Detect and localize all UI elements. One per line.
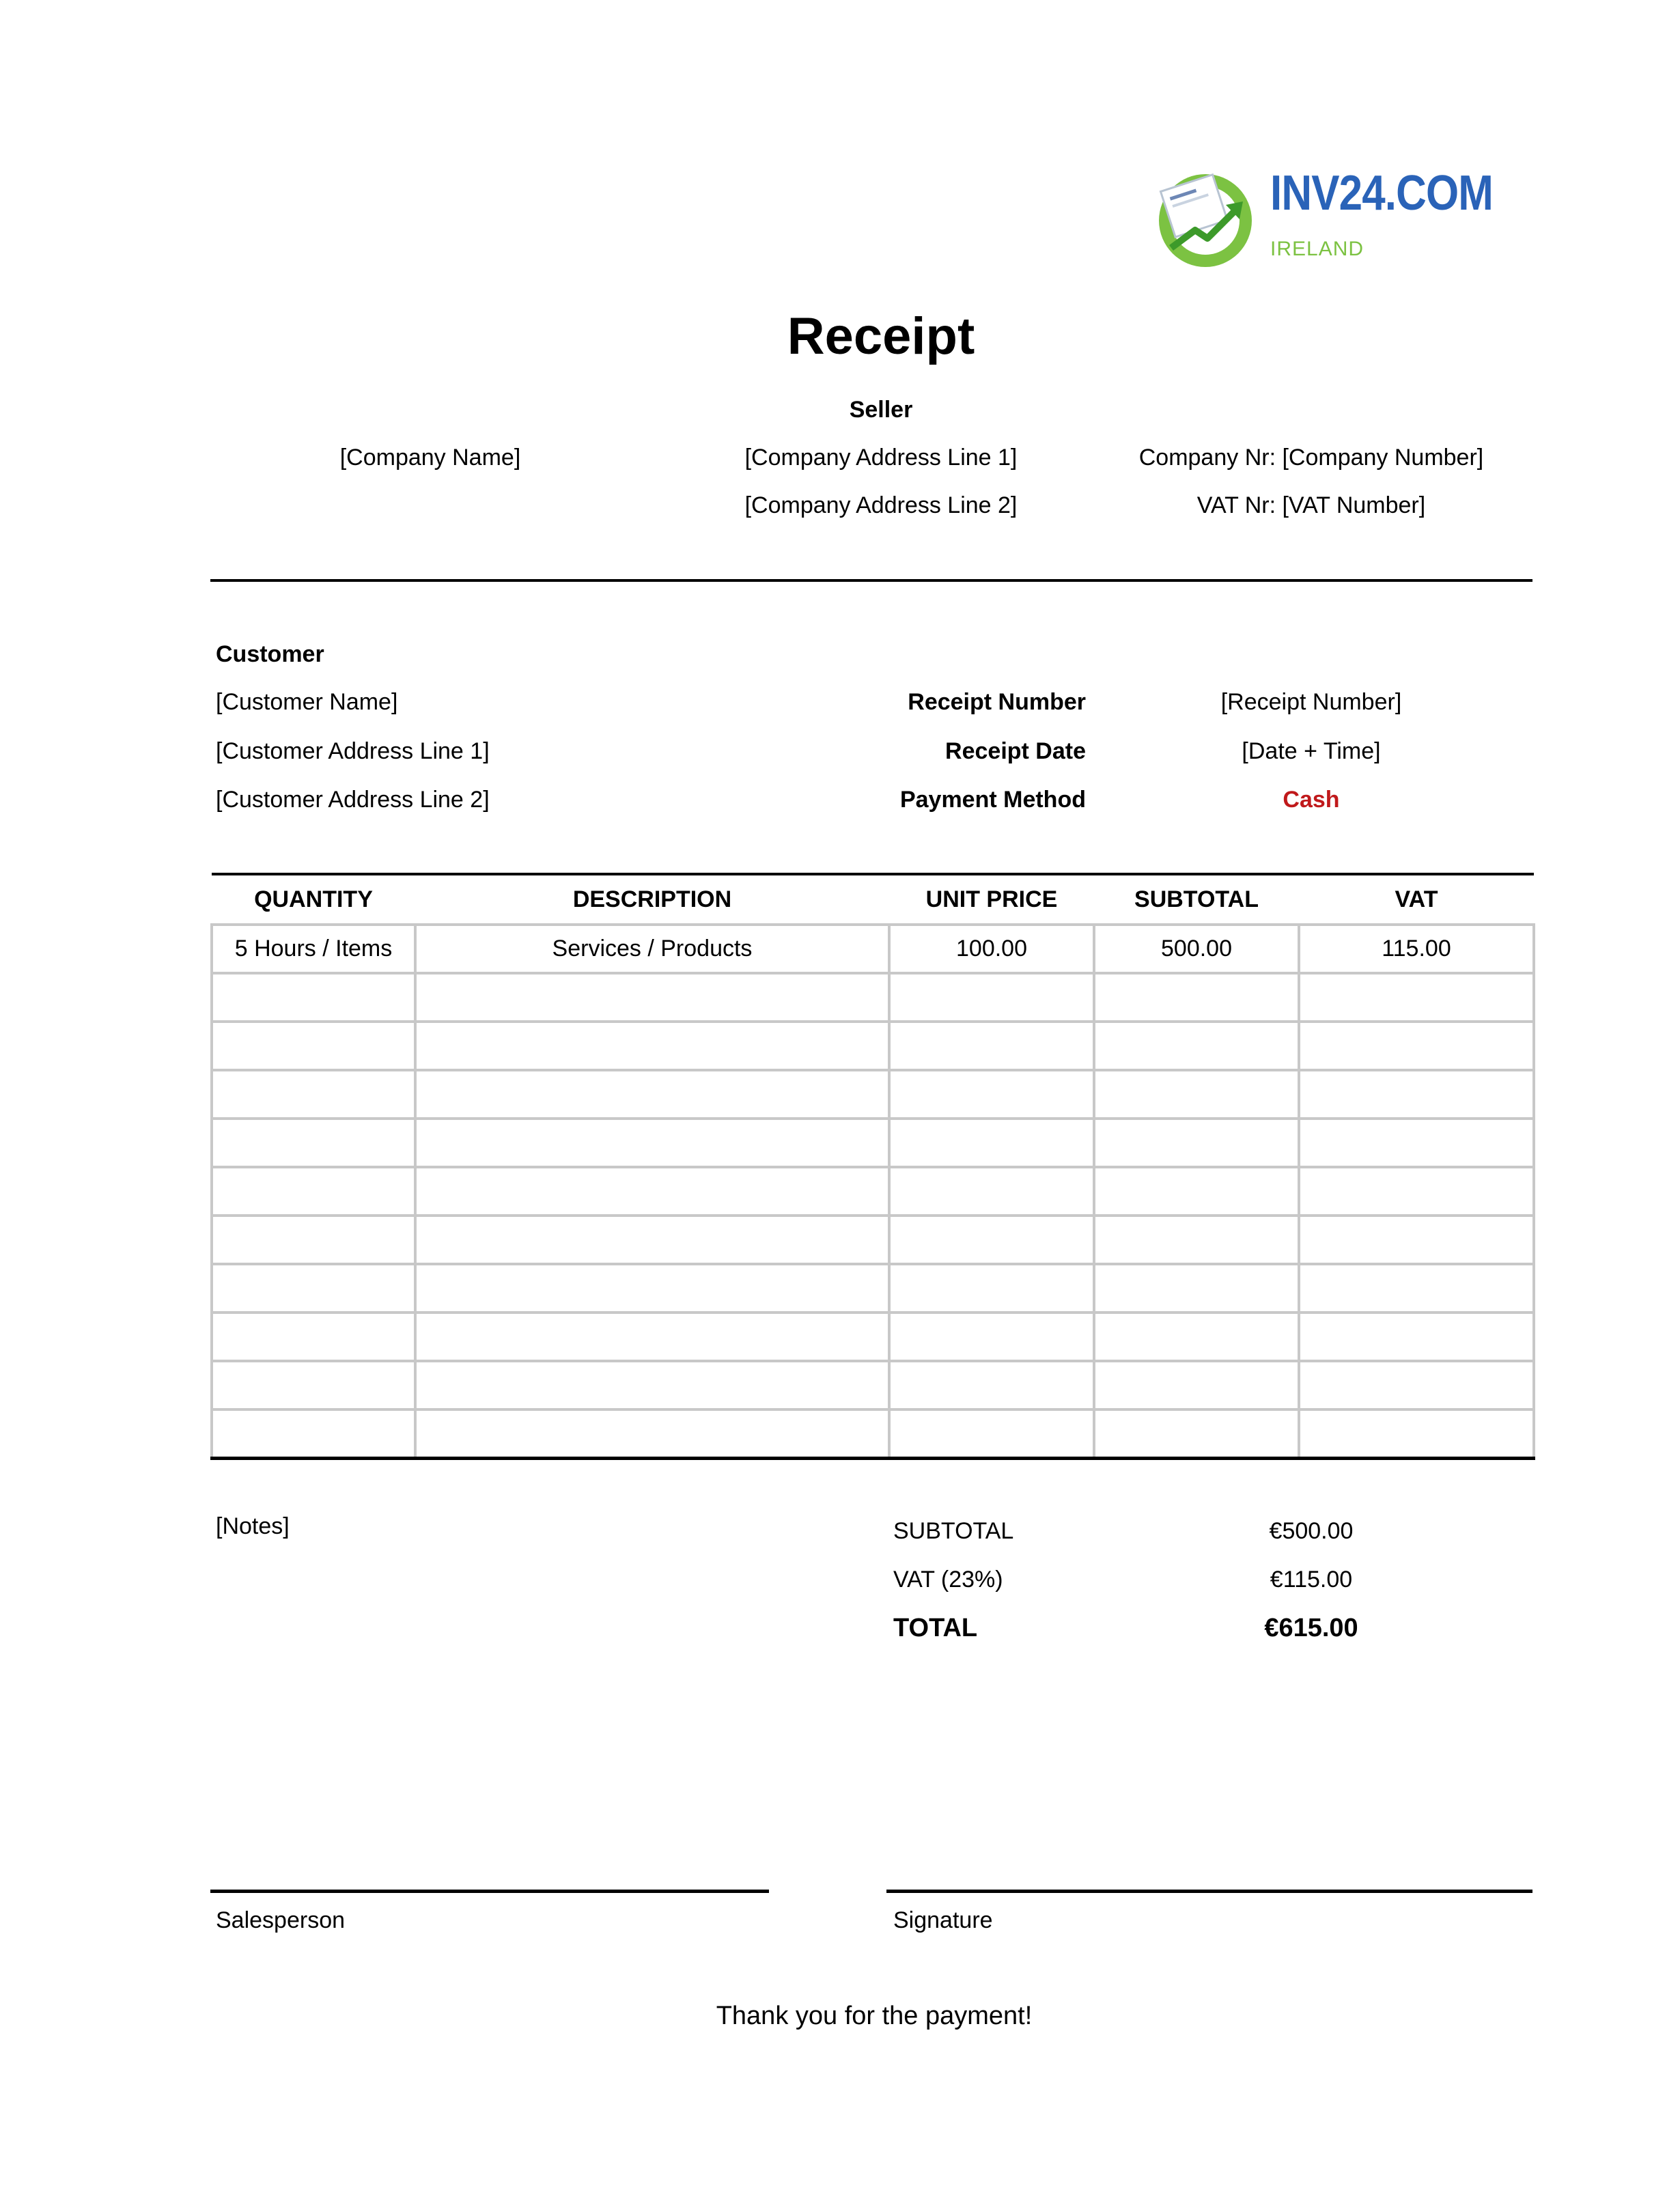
table-row: [212, 1264, 1534, 1313]
cell-description: [415, 1264, 889, 1313]
column-header-subtotal: SUBTOTAL: [1094, 874, 1299, 925]
cell-quantity: [212, 973, 415, 1022]
cell-subtotal: [1094, 1119, 1299, 1167]
cell-subtotal: [1094, 1167, 1299, 1216]
receipt-date-label: Receipt Date: [945, 738, 1086, 764]
cell-description: [415, 1361, 889, 1409]
cell-unit-price: [889, 1216, 1094, 1264]
cell-quantity: [212, 1070, 415, 1119]
customer-heading: Customer: [216, 641, 324, 667]
logo-text: INV24.COM: [1270, 166, 1494, 221]
cell-description: [415, 1167, 889, 1216]
cell-quantity: [212, 1409, 415, 1459]
cell-description: [415, 1216, 889, 1264]
cell-description: [415, 1313, 889, 1361]
vat-value: €115.00: [1270, 1567, 1353, 1592]
cell-vat: [1299, 1070, 1534, 1119]
cell-subtotal: [1094, 1216, 1299, 1264]
salesperson-label: Salesperson: [216, 1907, 346, 1933]
cell-vat: 115.00: [1299, 925, 1534, 973]
table-row: [212, 1070, 1534, 1119]
table-row: [212, 1216, 1534, 1264]
subtotal-value: €500.00: [1269, 1518, 1354, 1544]
page-title: Receipt: [787, 307, 975, 365]
seller-company-number: Company Nr: [Company Number]: [1138, 445, 1484, 471]
customer-address-line1: [Customer Address Line 1]: [216, 738, 490, 764]
seller-vat-number: VAT Nr: [VAT Number]: [1196, 492, 1426, 518]
total-value: €615.00: [1264, 1614, 1358, 1642]
cell-unit-price: [889, 1119, 1094, 1167]
cell-unit-price: 100.00: [889, 925, 1094, 973]
cell-unit-price: [889, 1409, 1094, 1459]
cell-unit-price: [889, 1264, 1094, 1313]
table-row: [212, 925, 1534, 973]
table-header-row: [212, 874, 1534, 925]
receipt-number-value: [Receipt Number]: [1220, 689, 1402, 715]
payment-method-label: Payment Method: [899, 787, 1086, 813]
customer-name: [Customer Name]: [216, 689, 398, 715]
signature-line: [886, 1890, 1532, 1893]
cell-subtotal: [1094, 973, 1299, 1022]
cell-quantity: 5 Hours / Items: [212, 925, 415, 973]
cell-description: [415, 1070, 889, 1119]
total-label: TOTAL: [893, 1614, 978, 1642]
cell-unit-price: [889, 1361, 1094, 1409]
customer-address-line2: [Customer Address Line 2]: [216, 787, 490, 813]
logo-chart-icon: [1154, 167, 1263, 270]
seller-address-line1: [Company Address Line 1]: [744, 445, 1018, 471]
table-row: [212, 1167, 1534, 1216]
seller-divider: [210, 579, 1532, 582]
cell-quantity: [212, 1167, 415, 1216]
table-row: [212, 1361, 1534, 1409]
receipt-number-label: Receipt Number: [908, 689, 1086, 715]
salesperson-line: [210, 1890, 769, 1893]
cell-subtotal: [1094, 1409, 1299, 1459]
company-logo: [1154, 166, 1494, 270]
vat-label: VAT (23%): [893, 1567, 1003, 1592]
cell-unit-price: [889, 1070, 1094, 1119]
cell-unit-price: [889, 1313, 1094, 1361]
cell-subtotal: [1094, 1070, 1299, 1119]
cell-description: [415, 973, 889, 1022]
cell-subtotal: [1094, 1313, 1299, 1361]
cell-vat: [1299, 1119, 1534, 1167]
cell-vat: [1299, 1409, 1534, 1459]
cell-subtotal: [1094, 1264, 1299, 1313]
cell-subtotal: [1094, 1361, 1299, 1409]
table-row: [212, 1022, 1534, 1070]
cell-vat: [1299, 1361, 1534, 1409]
table-row: [212, 973, 1534, 1022]
cell-vat: [1299, 1216, 1534, 1264]
cell-vat: [1299, 1313, 1534, 1361]
cell-description: [415, 1409, 889, 1459]
cell-description: [415, 1119, 889, 1167]
column-header-unit-price: UNIT PRICE: [889, 874, 1094, 925]
footer-message: Thank you for the payment!: [716, 2002, 1033, 2030]
table-row: [212, 1313, 1534, 1361]
seller-heading: Seller: [849, 397, 913, 423]
items-table: [210, 873, 1535, 1460]
cell-unit-price: [889, 973, 1094, 1022]
cell-vat: [1299, 973, 1534, 1022]
cell-vat: [1299, 1264, 1534, 1313]
seller-address-line2: [Company Address Line 2]: [744, 492, 1018, 518]
cell-unit-price: [889, 1022, 1094, 1070]
notes: [Notes]: [216, 1513, 290, 1539]
cell-quantity: [212, 1216, 415, 1264]
cell-quantity: [212, 1361, 415, 1409]
column-header-quantity: QUANTITY: [212, 874, 415, 925]
table-row: [212, 1119, 1534, 1167]
seller-company-name: [Company Name]: [339, 445, 521, 471]
cell-quantity: [212, 1313, 415, 1361]
signature-label: Signature: [893, 1907, 993, 1933]
receipt-date-value: [Date + Time]: [1242, 738, 1381, 764]
cell-vat: [1299, 1167, 1534, 1216]
cell-subtotal: [1094, 1022, 1299, 1070]
logo-subtext: IRELAND: [1270, 238, 1364, 260]
cell-quantity: [212, 1264, 415, 1313]
cell-subtotal: 500.00: [1094, 925, 1299, 973]
cell-quantity: [212, 1022, 415, 1070]
cell-unit-price: [889, 1167, 1094, 1216]
cell-description: Services / Products: [415, 925, 889, 973]
payment-method-value: Cash: [1283, 787, 1340, 813]
cell-description: [415, 1022, 889, 1070]
cell-quantity: [212, 1119, 415, 1167]
column-header-description: DESCRIPTION: [415, 874, 889, 925]
table-row: [212, 1409, 1534, 1459]
subtotal-label: SUBTOTAL: [893, 1518, 1014, 1544]
cell-vat: [1299, 1022, 1534, 1070]
column-header-vat: VAT: [1299, 874, 1534, 925]
